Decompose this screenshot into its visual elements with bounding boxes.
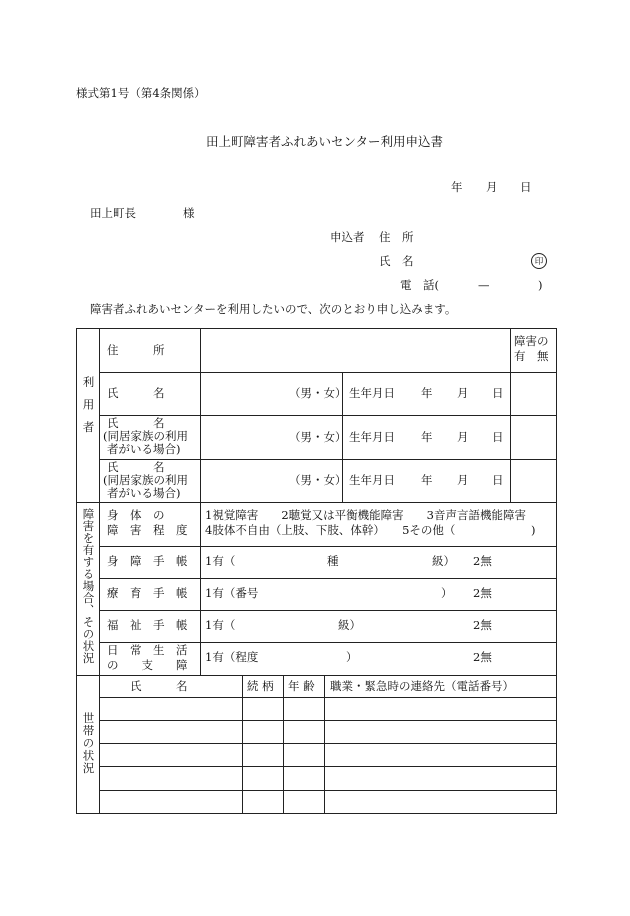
family1-birth-year: 年 [421, 430, 433, 444]
form-title: 田上町障害者ふれあいセンター利用申込書 [206, 134, 444, 149]
physical-book-value: 1有（ [205, 554, 236, 568]
family1-gender: （男・女） [289, 430, 347, 444]
intro-text: 障害者ふれあいセンターを利用したいので、次のとおり申し込みます。 [90, 302, 457, 316]
family1-birth-month: 月 [457, 430, 469, 444]
family2-name-note1: (同居家族の利用 [103, 473, 188, 487]
user-address-label: 住 所 [107, 343, 165, 357]
physical-book-none: 2無 [473, 554, 492, 568]
rehab-book-close: ） [441, 586, 453, 600]
applicant-phone-close: ) [538, 278, 543, 292]
degree-options-line1: 1視覚障害 2聴覚又は平衡機能障害 3音声言語機能障害 [205, 508, 526, 522]
date-year-label: 年 [451, 180, 463, 194]
degree-options-close: ) [531, 523, 536, 537]
household-col-name: 氏 名 [130, 679, 188, 693]
addressee-name: 田上町長 [90, 206, 136, 220]
household-section-label: 世帯の状況 [81, 712, 96, 775]
family2-birth-day: 日 [492, 473, 504, 487]
daily-life-label-line1: 日 常 生 活 [107, 643, 188, 657]
rehab-book-value: 1有（番号 [205, 586, 259, 600]
family2-birth-label: 生年月日 [349, 473, 395, 487]
family1-name-label: 氏 名 [107, 416, 165, 430]
welfare-book-none: 2無 [473, 618, 492, 632]
family1-name-note2: 者がいる場合) [107, 442, 181, 456]
applicant-address-label: 住 所 [379, 230, 414, 244]
daily-life-none: 2無 [473, 650, 492, 664]
household-col-contact: 職業・緊急時の連絡先（電話番号） [330, 679, 514, 693]
daily-life-close: ） [346, 650, 358, 664]
user-birth-label: 生年月日 [349, 386, 395, 400]
user-birth-month: 月 [457, 386, 469, 400]
applicant-phone-dash: — [478, 278, 490, 292]
disability-header-line2: 有 無 [514, 349, 549, 363]
welfare-book-value: 1有（ [205, 618, 236, 632]
family2-gender: （男・女） [289, 473, 347, 487]
daily-life-value: 1有（程度 [205, 650, 259, 664]
seal-mark: 印 [531, 253, 547, 269]
rehab-book-label: 療 育 手 帳 [107, 586, 188, 600]
degree-label-line1: 身 体 の [107, 508, 165, 522]
family2-name-label: 氏 名 [107, 460, 165, 474]
form-number: 様式第1号（第4条関係） [76, 86, 206, 100]
welfare-book-label: 福 祉 手 帳 [107, 618, 188, 632]
physical-book-grade: 級） [432, 554, 455, 568]
family2-birth-month: 月 [457, 473, 469, 487]
disability-section-label: 障害を有する場合、その状況 [81, 508, 96, 664]
applicant-label: 申込者 [330, 230, 365, 244]
applicant-name-label: 氏 名 [379, 254, 414, 268]
user-name-label: 氏 名 [107, 386, 165, 400]
household-col-relation: 続 柄 [247, 679, 274, 693]
degree-label-line2: 障 害 程 度 [107, 523, 188, 537]
user-birth-year: 年 [421, 386, 433, 400]
user-section-label: 利用者 [81, 376, 96, 444]
user-gender: （男・女） [289, 386, 347, 400]
family1-name-note1: (同居家族の利用 [103, 429, 188, 443]
family1-birth-day: 日 [492, 430, 504, 444]
disability-header-line1: 障害の [514, 334, 549, 348]
family1-birth-label: 生年月日 [349, 430, 395, 444]
daily-life-label-line2: の 支 障 [107, 658, 188, 672]
degree-options-line2: 4肢体不自由（上肢、下肢、体幹） 5その他（ [205, 523, 456, 537]
household-col-age: 年 齢 [288, 679, 315, 693]
family2-birth-year: 年 [421, 473, 433, 487]
welfare-book-grade: 級） [338, 618, 361, 632]
physical-book-kind: 種 [327, 554, 339, 568]
date-day-label: 日 [520, 180, 532, 194]
user-birth-day: 日 [492, 386, 504, 400]
physical-book-label: 身 障 手 帳 [107, 554, 188, 568]
rehab-book-none: 2無 [473, 586, 492, 600]
date-month-label: 月 [486, 180, 498, 194]
applicant-phone-label: 電 話( [400, 278, 439, 292]
family2-name-note2: 者がいる場合) [107, 486, 181, 500]
addressee-honorific: 様 [183, 206, 195, 220]
